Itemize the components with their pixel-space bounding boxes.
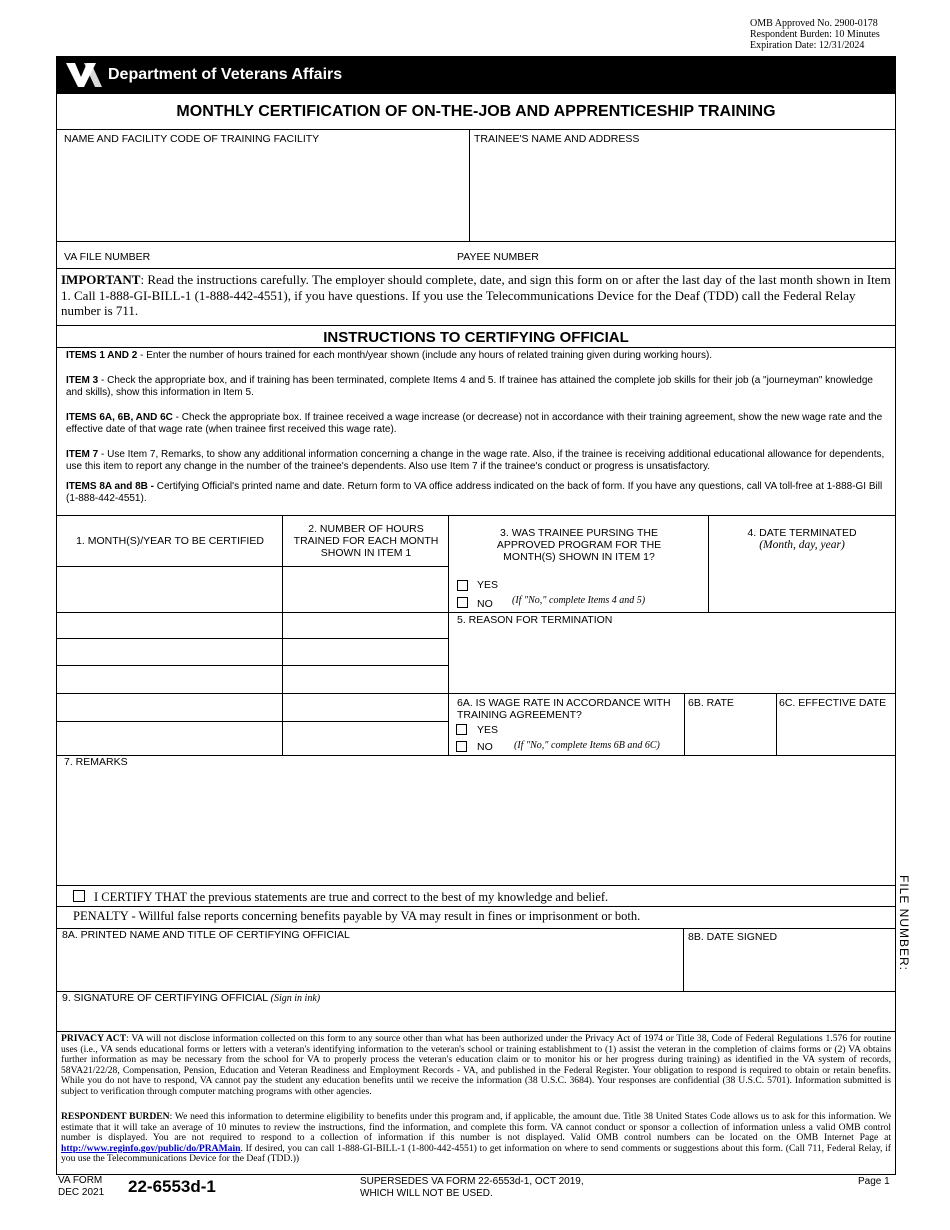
respondent-burden: RESPONDENT BURDEN: We need this information to determine eligibility to benefits under this program and, if applicable, the amount due. Title 38 United States Code allows us to ask for this information. We estimate that it will take an average of 10 minutes to review the instructions, find the information, and complete this form. VA cannot conduct or sponsor a collection of information unless a valid OMB control number is displayed. You are not required to respond to a collection of information if this number is not displayed. Valid OMB control numbers can be located on the OMB Internet Page at http://www.reginfo.gov/public/do/PRAMain. If desired, you can call 1-888-GI-BILL-1 (1-800-442-4551) to get information on where to send comments or suggestions about this form. (Call 711, Federal Relay, if you use the Telecommunications Device for the Deaf (TDD.)) — [61, 1111, 891, 1165]
important-note — [61, 272, 891, 319]
certify-statement: I CERTIFY THAT the previous statements are true and correct to the best of my knowledge and belief. — [94, 890, 609, 904]
file-number-side-label: FILE NUMBER: — [897, 875, 911, 972]
page-number: Page 1 — [858, 1176, 890, 1187]
col-terminated-header: 4. DATE TERMINATED (Month, day, year) — [747, 527, 857, 551]
footer-form-id: VA FORM DEC 2021 — [58, 1175, 105, 1198]
certify-checkbox[interactable] — [73, 890, 85, 902]
trainee-label: TRAINEE'S NAME AND ADDRESS — [474, 133, 640, 145]
wage-question-label: 6A. IS WAGE RATE IN ACCORDANCE WITH TRAINING AGREEMENT? — [457, 697, 671, 721]
pursuing-no-checkbox[interactable] — [457, 597, 468, 608]
omb-expiration: Expiration Date: 12/31/2024 — [750, 40, 865, 51]
month-input-2[interactable] — [58, 614, 280, 636]
va-seal-icon — [64, 61, 104, 89]
agency-name: Department of Veterans Affairs — [108, 66, 343, 83]
date-terminated-field[interactable] — [712, 556, 892, 610]
omb-block — [750, 18, 880, 51]
rate-label: 6B. RATE — [688, 697, 734, 709]
remarks-field[interactable] — [60, 770, 890, 882]
hours-input-6[interactable] — [284, 723, 446, 753]
pursuing-no-note: (If "No," complete Items 4 and 5) — [512, 595, 646, 606]
omb-link[interactable]: http://www.reginfo.gov/public/do/PRAMain — [61, 1142, 241, 1154]
rate-field[interactable] — [688, 712, 772, 752]
va-file-label: VA FILE NUMBER — [64, 251, 151, 263]
hours-input-1[interactable] — [284, 568, 446, 610]
printed-name-label: 8A. PRINTED NAME AND TITLE OF CERTIFYING OFFICIAL — [62, 929, 350, 941]
instruction-item: ITEMS 8A and 8B - Certifying Official's printed name and date. Return form to VA office address indicated on the back of form. If you have any questions, call VA toll-free at 1-888-GI Bill (1-888-442-4551). — [66, 481, 883, 504]
instruction-item: ITEM 3 - Check the appropriate box, and if training has been terminated, complete Items 4 and 5. If trainee has attained the complete job skills for their job (a "journeyman" knowledge and skills), show this information in Item 5. — [66, 375, 873, 398]
hours-input-3[interactable] — [284, 640, 446, 663]
payee-label: PAYEE NUMBER — [457, 251, 539, 263]
effective-date-field[interactable] — [780, 712, 892, 752]
privacy-act: PRIVACY ACT: VA will not disclose information collected on this form to any source other than what has been authorized under the Privacy Act of 1974 or Title 38, Code of Federal Regulations 1.576 for routine uses (i.e., VA sends educational forms or letters with a veteran's identifying information to the veteran's school or training establishment to (1) assist the veteran in the completion of claims forms or (2) VA obtains further information as may be necessary from the school for VA to properly process the veteran's education claim or to monitor his or her progress during training) as identified in the VA system of records, 58VA21/22/28, Compensation, Pension, Education and Veteran Readiness and Employment Records - VA, and published in the Federal Register. Your obligation to respond is required to obtain or retain benefits. While you do not have to respond, VA cannot pay the student any education benefits until we receive the information (38 U.S.C. 3684). Your responses are confidential (38 U.S.C. 5701). Information submitted is subject to verification through computer matching programs with other agencies. — [61, 1033, 891, 1097]
important-label: IMPORTANT — [61, 272, 141, 287]
date-signed-field[interactable] — [688, 946, 890, 988]
month-input-4[interactable] — [58, 667, 280, 691]
trainee-field[interactable] — [474, 148, 890, 238]
hours-input-5[interactable] — [284, 695, 446, 719]
effective-date-label: 6C. EFFECTIVE DATE — [779, 697, 887, 709]
hours-input-4[interactable] — [284, 667, 446, 691]
col-month-header: 1. MONTH(S)/YEAR TO BE CERTIFIED — [76, 535, 264, 547]
month-input-5[interactable] — [58, 695, 280, 719]
instruction-item: ITEMS 6A, 6B, AND 6C - Check the appropriate box. If trainee received a wage increase (or decrease) not in accordance with their training agreement, show the new wage rate and the effective date of that wage rate (when trainee first received this wage rate). — [66, 412, 883, 435]
reason-field[interactable] — [452, 628, 892, 690]
month-input-1[interactable] — [58, 568, 280, 610]
pursuing-yes-label: YES — [477, 579, 499, 591]
month-input-6[interactable] — [58, 723, 280, 753]
instruction-item: ITEMS 1 AND 2 - Enter the number of hours trained for each month/year shown (include any hours of related training given during working hours). — [66, 350, 713, 361]
wage-yes-checkbox[interactable] — [456, 724, 467, 735]
date-signed-label: 8B. DATE SIGNED — [688, 931, 778, 943]
col-pursuing-header: 3. WAS TRAINEE PURSING THE APPROVED PROGRAM FOR THE MONTH(S) SHOWN IN ITEM 1? — [496, 527, 662, 563]
wage-yes-label: YES — [477, 724, 499, 736]
omb-burden: Respondent Burden: 10 Minutes — [750, 29, 880, 40]
pursuing-yes-checkbox[interactable] — [457, 580, 468, 591]
form-title: MONTHLY CERTIFICATION OF ON-THE-JOB AND APPRENTICESHIP TRAINING — [176, 103, 776, 120]
month-input-3[interactable] — [58, 640, 280, 663]
wage-no-checkbox[interactable] — [456, 741, 467, 752]
pursuing-no-label: NO — [477, 598, 493, 610]
form-number: 22-6553d-1 — [128, 1177, 216, 1196]
reason-label: 5. REASON FOR TERMINATION — [457, 614, 613, 626]
supersedes-note: SUPERSEDES VA FORM 22-6553d-1, OCT 2019, WHICH WILL NOT BE USED. — [360, 1176, 584, 1199]
penalty-statement: PENALTY - Willful false reports concerning benefits payable by VA may result in fines or imprisonment or both. — [73, 909, 641, 923]
instructions-heading: INSTRUCTIONS TO CERTIFYING OFFICIAL — [323, 329, 629, 346]
important-text: : Read the instructions carefully. The employer should complete, date, and sign this form on or after the last day of the last month shown in Item 1. Call 1-888-GI-BILL-1 (1-888-442-4551), if you have questions. If you use the Telecommunications Device for the Deaf (TDD) call the Federal Relay number is 711. — [61, 272, 891, 318]
signature-field[interactable] — [60, 1006, 890, 1028]
hours-input-2[interactable] — [284, 614, 446, 636]
omb-approved: OMB Approved No. 2900-0178 — [750, 18, 878, 29]
signature-label: 9. SIGNATURE OF CERTIFYING OFFICIAL (Sign in ink) — [62, 992, 321, 1004]
wage-no-label: NO — [477, 741, 493, 753]
facility-field[interactable] — [60, 148, 464, 238]
wage-no-note: (If "No," complete Items 6B and 6C) — [514, 740, 660, 751]
remarks-label: 7. REMARKS — [64, 756, 128, 768]
instruction-item: ITEM 7 - Use Item 7, Remarks, to show any additional information concerning a change in the wage rate. Also, if the trainee is receiving additional educational allowance for dependents, use this item to report any change in the number of the trainee's dependents. Also use Item 7 if the trainee's conduct or progress is unsatisfactory. — [66, 449, 885, 472]
printed-name-field[interactable] — [60, 944, 679, 988]
header-bar — [56, 56, 896, 94]
facility-label: NAME AND FACILITY CODE OF TRAINING FACILITY — [64, 133, 320, 145]
col-hours-header: 2. NUMBER OF HOURS TRAINED FOR EACH MONTH SHOWN IN ITEM 1 — [293, 523, 439, 559]
